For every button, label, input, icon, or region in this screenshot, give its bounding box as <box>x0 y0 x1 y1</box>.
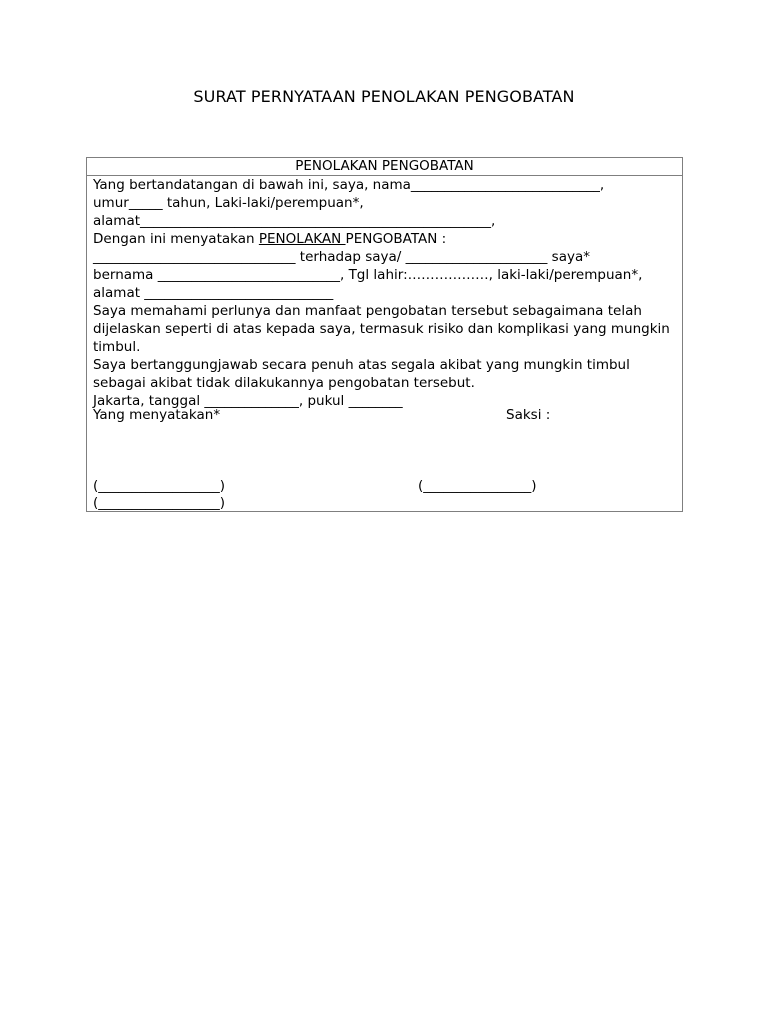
declaration-line <box>93 230 676 248</box>
understanding-paragraph: Saya memahami perlunya dan manfaat pengobatan tersebut sebagaimana telah dijelaskan seperti di atas kepada saya, termasuk risiko dan komplikasi yang mungkin timbul. <box>93 303 670 355</box>
declaration-suffix: PENGOBATAN : <box>345 231 447 247</box>
witness-label: Saksi : <box>506 407 551 423</box>
form-body <box>87 176 682 410</box>
form-box <box>86 157 683 512</box>
address-line: alamat____________________________________________________, <box>93 213 496 229</box>
date-time-line: Jakarta, tanggal ______________, pukul ________ <box>93 393 403 409</box>
declarant-signature-line: (__________________) <box>93 478 226 494</box>
patient-name-line: bernama ___________________________, Tgl lahir:………………, laki-laki/perempuan*, <box>93 267 643 283</box>
declarant-label: Yang menyatakan* <box>93 407 221 423</box>
page-title: SURAT PERNYATAAN PENOLAKAN PENGOBATAN <box>193 87 575 106</box>
patient-relation-line: ______________________________ terhadap saya/ _____________________ saya* <box>93 249 591 265</box>
declaration-refusal-word: PENOLAKAN <box>258 231 346 247</box>
form-header: PENOLAKAN PENGOBATAN <box>87 158 682 176</box>
responsibility-paragraph: Saya bertanggungjawab secara penuh atas segala akibat yang mungkin timbul sebagai akibat tidak dilakukannya pengobatan tersebut. <box>93 357 630 391</box>
witness-signature-line-2: (__________________) <box>93 495 226 511</box>
age-gender-line: umur_____ tahun, Laki-laki/perempuan*, <box>93 195 364 211</box>
identity-line: Yang bertandatangan di bawah ini, saya, nama____________________________, <box>93 177 605 193</box>
patient-address-line: alamat ____________________________ <box>93 285 334 301</box>
witness-signature-line-1: (________________) <box>418 478 537 494</box>
declaration-prefix: Dengan ini menyatakan <box>93 231 259 247</box>
